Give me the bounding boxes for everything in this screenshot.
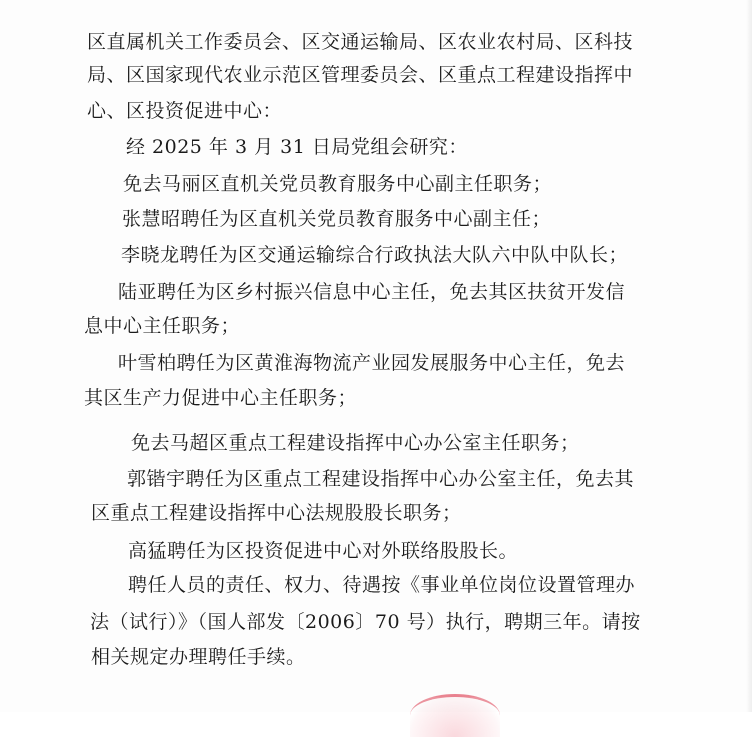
- text-line-8: 陆亚聘任为区乡村振兴信息中心主任，免去其区扶贫开发信: [118, 281, 626, 303]
- text-line-3: 心、区投资促进中心：: [87, 100, 283, 122]
- text-line-6: 张慧昭聘任为区直机关党员教育服务中心副主任；: [122, 208, 552, 230]
- text-line-1: 区直属机关工作委员会、区交通运输局、区农业农村局、区科技: [87, 31, 634, 53]
- text-line-18: 相关规定办理聘任手续。: [91, 646, 306, 668]
- text-line-13: 郭锴宇聘任为区重点工程建设指挥中心办公室主任，免去其: [127, 468, 635, 490]
- text-line-17: 法（试行）》（国人部发〔2006〕70 号）执行，聘期三年。请按: [90, 611, 641, 633]
- text-line-14: 区重点工程建设指挥中心法规股股长职务；: [91, 502, 462, 524]
- red-seal-stamp-icon: [410, 694, 500, 737]
- text-line-9: 息中心主任职务；: [84, 315, 241, 337]
- text-line-10: 叶雪柏聘任为区黄淮海物流产业园发展服务中心主任，免去: [118, 352, 626, 374]
- text-line-11: 其区生产力促进中心主任职务；: [84, 387, 358, 409]
- text-line-12: 免去马超区重点工程建设指挥中心办公室主任职务；: [131, 432, 580, 454]
- text-line-2: 局、区国家现代农业示范区管理委员会、区重点工程建设指挥中: [87, 64, 634, 86]
- text-line-16: 聘任人员的责任、权力、待遇按《事业单位岗位设置管理办: [128, 574, 636, 596]
- text-line-4: 经 2025 年 3 月 31 日局党组会研究：: [126, 136, 468, 158]
- page-edge-shadow: [746, 0, 752, 712]
- text-line-15: 高猛聘任为区投资促进中心对外联络股股长。: [128, 540, 519, 562]
- text-line-7: 李晓龙聘任为区交通运输综合行政执法大队六中队中队长；: [121, 244, 629, 266]
- text-line-5: 免去马丽区直机关党员教育服务中心副主任职务；: [123, 173, 553, 195]
